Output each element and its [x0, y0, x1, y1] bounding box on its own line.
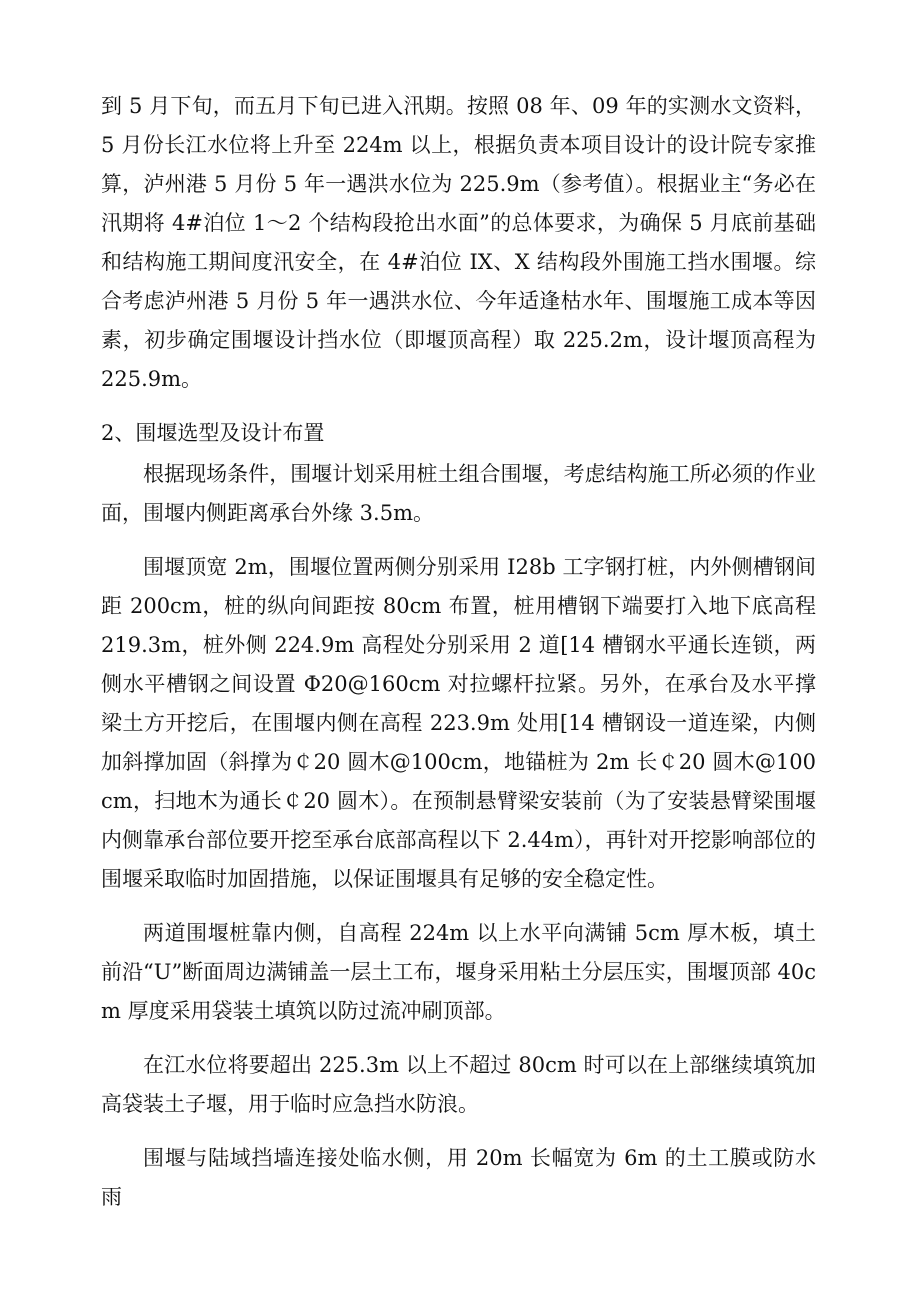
paragraph-cofferdam-type: 根据现场条件，围堰计划采用桩土组合围堰，考虑结构施工所必须的作业面，围堰内侧距离承台外缘 3.5m。 — [101, 462, 816, 525]
document-body — [101, 87, 823, 1217]
paragraph-geomembrane: 围堰与陆域挡墙连接处临水侧，用 20m 长幅宽为 6m 的土工膜或防水雨 — [101, 1146, 816, 1209]
paragraph-plank-fill: 两道围堰桩靠内侧，自高程 224m 以上水平向满铺 5cm 厚木板，填土前沿“U”断面周边满铺盖一层土工布，堰身采用粘土分层压实，围堰顶部 40cm 厚度采用袋装土填筑以防过流冲刷顶部。 — [101, 921, 816, 1023]
paragraph-flood-level: 到 5 月下旬，而五月下旬已进入汛期。按照 08 年、09 年的实测水文资料，5 月份长江水位将上升至 224m 以上，根据负责本项目设计的设计院专家推算，泸州港 5 月份 5 年一遇洪水位为 225.9m（参考值）。根据业主“务必在汛期将 4#泊位 1～2 个结构段抢出水面”的总体要求，为确保 5 月底前基础和结构施工期间度汛安全，在 4#泊位 IX、X 结构段外围施工挡水围堰。综合考虑泸州港 5 月份 5 年一遇洪水位、今年适逢枯水年、围堰施工成本等因素，初步确定围堰设计挡水位（即堰顶高程）取 225.2m，设计堰顶高程为 225.9m。 — [101, 94, 823, 391]
paragraph-emergency-raise: 在江水位将要超出 225.3m 以上不超过 80cm 时可以在上部继续填筑加高袋装土子堰，用于临时应急挡水防浪。 — [101, 1053, 816, 1116]
paragraph-cofferdam-structure: 围堰顶宽 2m，围堰位置两侧分别采用 Ⅰ28b 工字钢打桩，内外侧槽钢间距 200cm，桩的纵向间距按 80cm 布置，桩用槽钢下端要打入地下底高程 219.3m，桩外侧 224.9m 高程处分别采用 2 道[14 槽钢水平通长连锁，两侧水平槽钢之间设置 Φ20@160cm 对拉螺杆拉紧。另外，在承台及水平撑梁土方开挖后，在围堰内侧在高程 223.9m 处用[14 槽钢设一道连梁，内侧加斜撑加固（斜撑为￠20 圆木@100cm，地锚桩为 2m 长￠20 圆木@100cm，扫地木为通长￠20 圆木）。在预制悬臂梁安装前（为了安装悬臂梁围堰内侧靠承台部位要开挖至承台底部高程以下 2.44m），再针对开挖影响部位的围堰采取临时加固措施，以保证围堰具有足够的安全稳定性。 — [101, 555, 823, 891]
section-heading-cofferdam-design: 2、围堰选型及设计布置 — [101, 421, 325, 445]
